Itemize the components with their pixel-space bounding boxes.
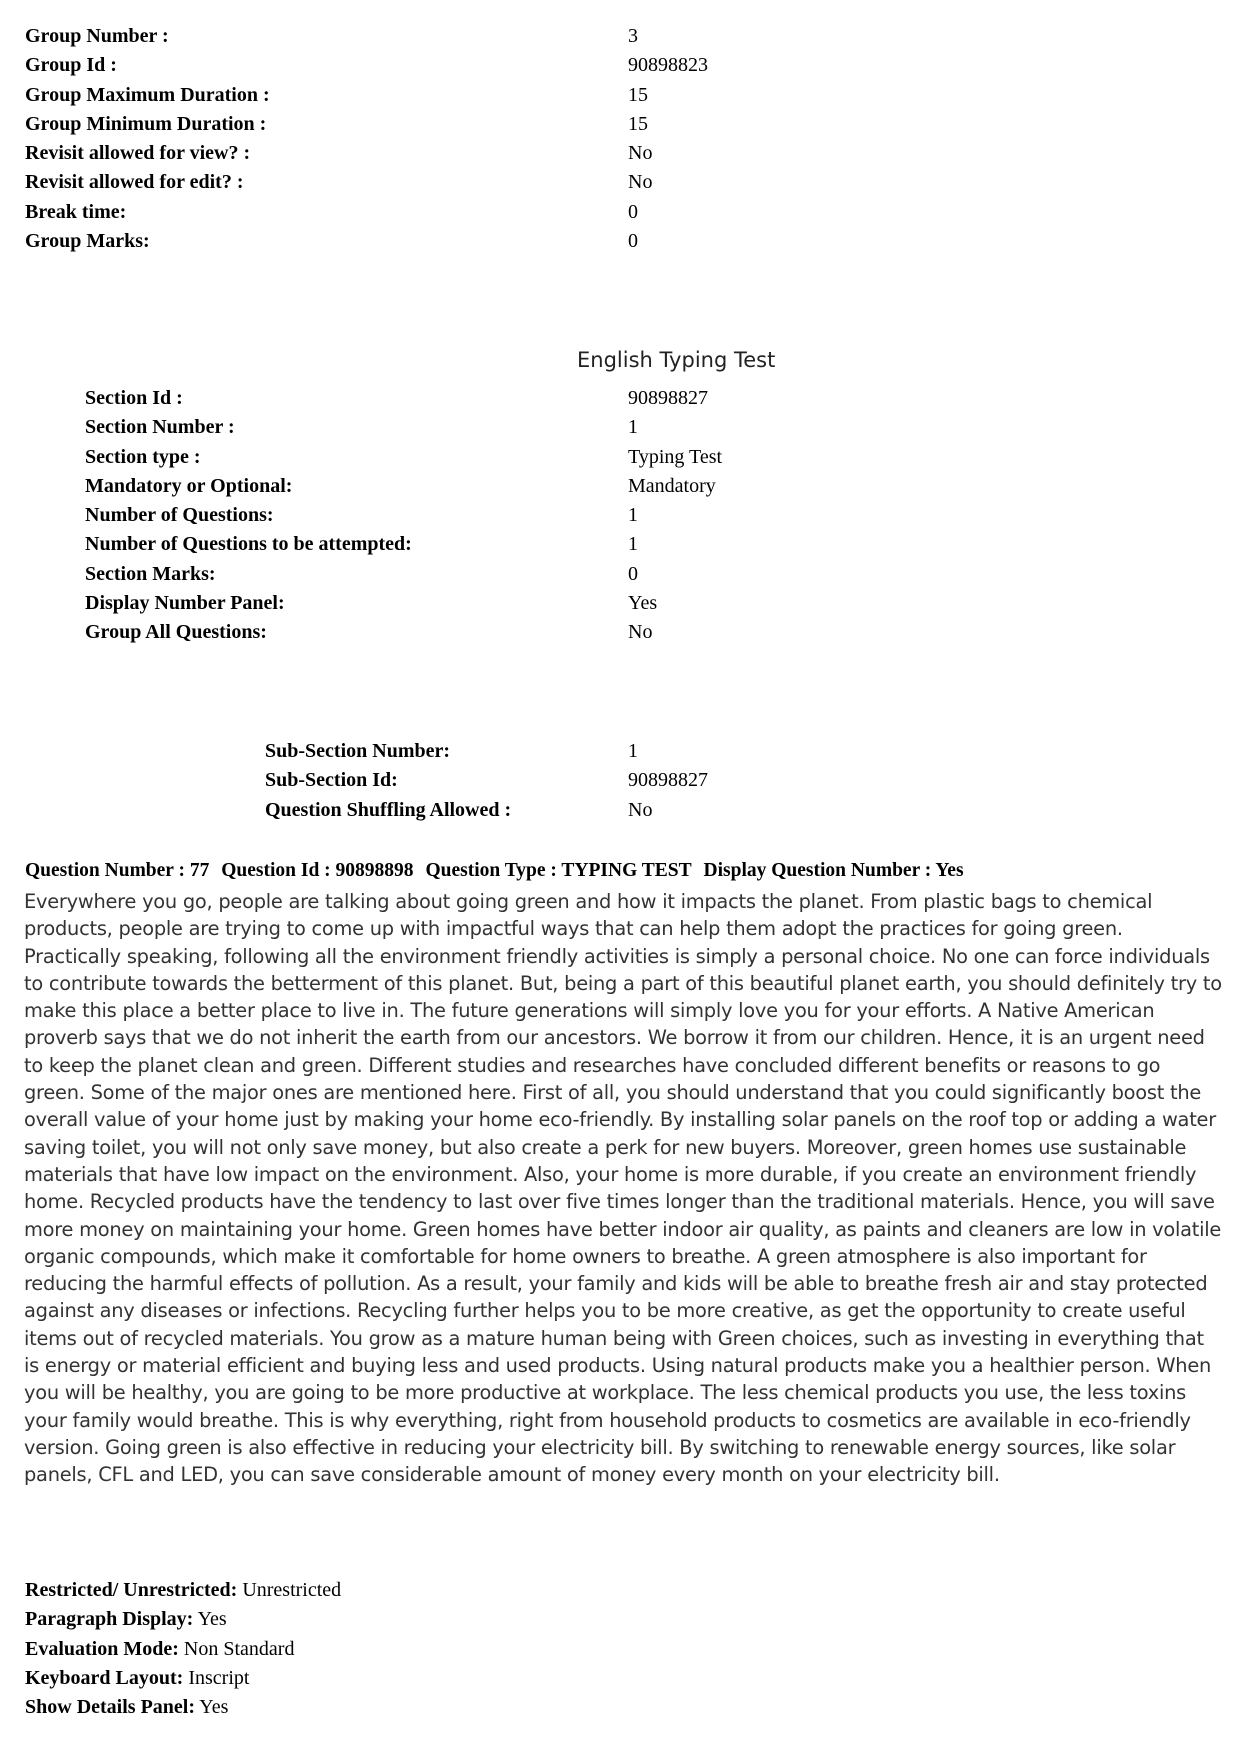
question-number: Question Number : 77	[25, 860, 210, 881]
group-id-label: Group Id :	[25, 54, 117, 77]
group-number-label: Group Number :	[25, 25, 169, 47]
group-min-duration-value: 15	[628, 112, 648, 135]
restricted-row	[25, 1576, 341, 1605]
paragraph-display-label: Paragraph Display:	[25, 1608, 194, 1631]
question-id: Question Id : 90898898	[221, 860, 414, 881]
subsection-id-label: Sub-Section Id:	[265, 769, 398, 792]
section-id-value: 90898827	[628, 387, 708, 409]
shuffling-label: Question Shuffling Allowed :	[265, 798, 512, 821]
group-all-label: Group All Questions:	[85, 621, 267, 644]
section-marks-value: 0	[628, 562, 638, 585]
evaluation-mode-label: Evaluation Mode:	[25, 1637, 179, 1660]
section-type-label: Section type :	[85, 445, 201, 468]
details-panel-row	[25, 1693, 341, 1722]
num-attempted-label: Number of Questions to be attempted:	[85, 533, 412, 556]
num-attempted-value: 1	[628, 533, 638, 556]
subsection-id-value: 90898827	[628, 769, 708, 792]
revisit-view-value: No	[628, 142, 653, 165]
evaluation-mode-row	[25, 1635, 341, 1664]
section-number-value: 1	[628, 416, 638, 439]
revisit-view-label: Revisit allowed for view? :	[25, 142, 251, 165]
section-type-value: Typing Test	[628, 445, 723, 468]
group-marks-label: Group Marks:	[25, 230, 150, 253]
group-max-duration-value: 15	[628, 83, 648, 106]
restricted-label: Restricted/ Unrestricted:	[25, 1579, 238, 1601]
num-questions-value: 1	[628, 504, 638, 527]
subsection-number-label: Sub-Section Number:	[265, 740, 451, 762]
group-max-duration-label: Group Maximum Duration :	[25, 83, 270, 106]
section-id-label: Section Id :	[85, 387, 183, 409]
group-id-value: 90898823	[628, 54, 708, 77]
keyboard-layout-label: Keyboard Layout:	[25, 1666, 184, 1689]
mandatory-label: Mandatory or Optional:	[85, 474, 293, 497]
section-number-label: Section Number :	[85, 416, 235, 439]
details-panel-value: Yes	[199, 1696, 229, 1719]
question-type: Question Type : TYPING TEST	[425, 860, 692, 881]
paragraph-display-row	[25, 1605, 341, 1634]
section-title: English Typing Test	[577, 348, 776, 372]
display-panel-label: Display Number Panel:	[85, 592, 285, 615]
question-header	[25, 860, 971, 882]
group-marks-value: 0	[628, 230, 638, 253]
revisit-edit-value: No	[628, 171, 653, 194]
break-time-label: Break time:	[25, 200, 127, 223]
shuffling-value: No	[628, 798, 653, 821]
revisit-edit-label: Revisit allowed for edit? :	[25, 171, 244, 194]
break-time-value: 0	[628, 200, 638, 223]
question-meta	[25, 1576, 341, 1722]
details-panel-label: Show Details Panel:	[25, 1696, 195, 1719]
group-all-value: No	[628, 621, 653, 644]
evaluation-mode-value: Non Standard	[183, 1637, 295, 1660]
typing-passage: Everywhere you go, people are talking about going green and how it impacts the planet. From plastic bags to chemical products, people are trying to come up with impactful ways that can help them adopt the practices for going green. Practically speaking, following all the environment friendly activities is simply a personal choice. No one can force individuals to contribute towards the betterment of this planet. But, being a part of this beautiful planet earth, you should definitely try to make this place a better place to live in. The future generations will simply love you for your efforts. A Native American proverb says that we do not inherit the earth from our ancestors. We borrow it from our children. Hence, it is an urgent need to keep the planet clean and green. Different studies and researches have concluded different benefits or reasons to go green. Some of the major ones are mentioned here. First of all, you should understand that you could significantly boost the overall value of your home just by making your home eco-friendly. By installing solar panels on the roof top or adding a water saving toilet, you will not only save money, but also create a perk for new buyers. Moreover, green homes use sustainable materials that have low impact on the environment. Also, your home is more durable, if you create an environment friendly home. Recycled products have the tendency to last over five times longer than the traditional materials. Hence, you will save more money on maintaining your home. Green homes have better indoor air quality, as paints and cleaners are low in volatile organic compounds, which make it comfortable for home owners to breathe. A green atmosphere is also important for reducing the harmful effects of pollution. As a result, your family and kids will be able to breathe fresh air and stay protected against any diseases or infections. Recycling further helps you to be more creative, as get the opportunity to create useful items out of recycled materials. You grow as a mature human being with Green choices, such as investing in everything that is energy or material efficient and buying less and used products. Using natural products make you a healthier person. When you will be healthy, you are going to be more productive at workplace. The less chemical products you use, the less toxins your family would breathe. This is why everything, right from household products to cosmetics are available in eco-friendly version. Going green is also effective in reducing your electricity bill. By switching to renewable energy sources, like solar panels, CFL and LED, you can save considerable amount of money every month on your electricity bill.	[24, 890, 1222, 1487]
display-panel-value: Yes	[628, 592, 658, 615]
keyboard-layout-value: Inscript	[188, 1666, 250, 1689]
paragraph-display-value: Yes	[197, 1608, 227, 1631]
display-question-number: Display Question Number : Yes	[703, 860, 964, 881]
section-marks-label: Section Marks:	[85, 562, 216, 585]
num-questions-label: Number of Questions:	[85, 504, 274, 527]
group-min-duration-label: Group Minimum Duration :	[25, 112, 267, 135]
mandatory-value: Mandatory	[628, 474, 716, 497]
restricted-value: Unrestricted	[242, 1579, 342, 1601]
keyboard-layout-row	[25, 1664, 341, 1693]
subsection-number-value: 1	[628, 740, 638, 762]
group-number-value: 3	[628, 25, 638, 47]
